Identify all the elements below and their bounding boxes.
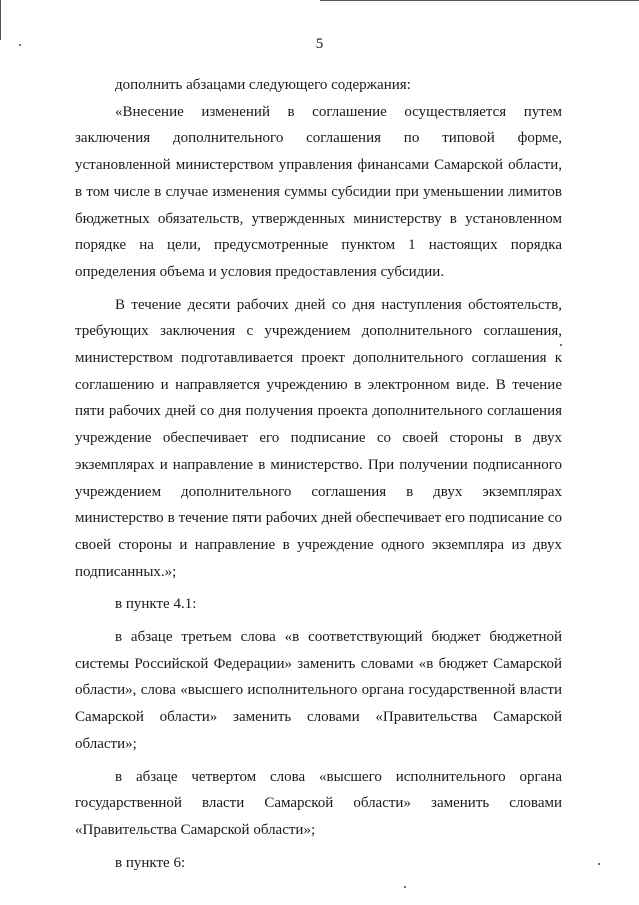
paragraph: дополнить абзацами следующего содержания: [115,77,411,93]
scan-speck [404,886,406,888]
document-body [75,72,562,876]
scan-edge-left [0,0,1,40]
paragraph: в пункте 4.1: [115,596,197,613]
scan-edge-top [320,0,639,1]
paragraph: «Внесение изменений в соглашение осуществляется путем заключения дополнительного соглашения по типовой форме, установленной министерством управления финансами Самарской области, в том числе в случае изменения суммы субсидии при уменьшении лимитов бюджетных обязательств, утвержденных министерству в установленном порядке на цели, предусмотренные пунктом 1 настоящих порядка определения объема и условия предоставления субсидии. [75,103,562,280]
page-number: 5 [315,36,324,52]
paragraph: в абзаце третьем слова «в соответствующий бюджет бюджетной системы Российской Федерации» заменить словами «в бюджет Самарской области», слова «высшего исполнительного органа государственной власти Самарской области» заменить словами «Правительства Самарской области»; [75,629,562,752]
paragraph: в пункте 6: [115,854,186,871]
paragraph: В течение десяти рабочих дней со дня наступления обстоятельств, требующих заключения с учреждением дополнительного соглашения, министерством подготавливается проект дополнительного соглашения к соглашению и направляется учреждению в электронном виде. В течение пяти рабочих дней со дня получения проекта дополнительного соглашения учреждение обеспечивает его подписание со своей стороны в двух экземплярах и направление в министерство. При получении подписанного учреждением дополнительного соглашения в двух экземплярах министерство в течение пяти рабочих дней обеспечивает его подписание со своей стороны и направление в учреждение одного экземпляра из двух подписанных.»; [75,296,562,580]
scan-speck [598,863,600,865]
paragraph: в абзаце четвертом слова «высшего исполнительного органа государственной власти Самарской области» заменить словами «Правительства Самарской области»; [75,768,562,838]
